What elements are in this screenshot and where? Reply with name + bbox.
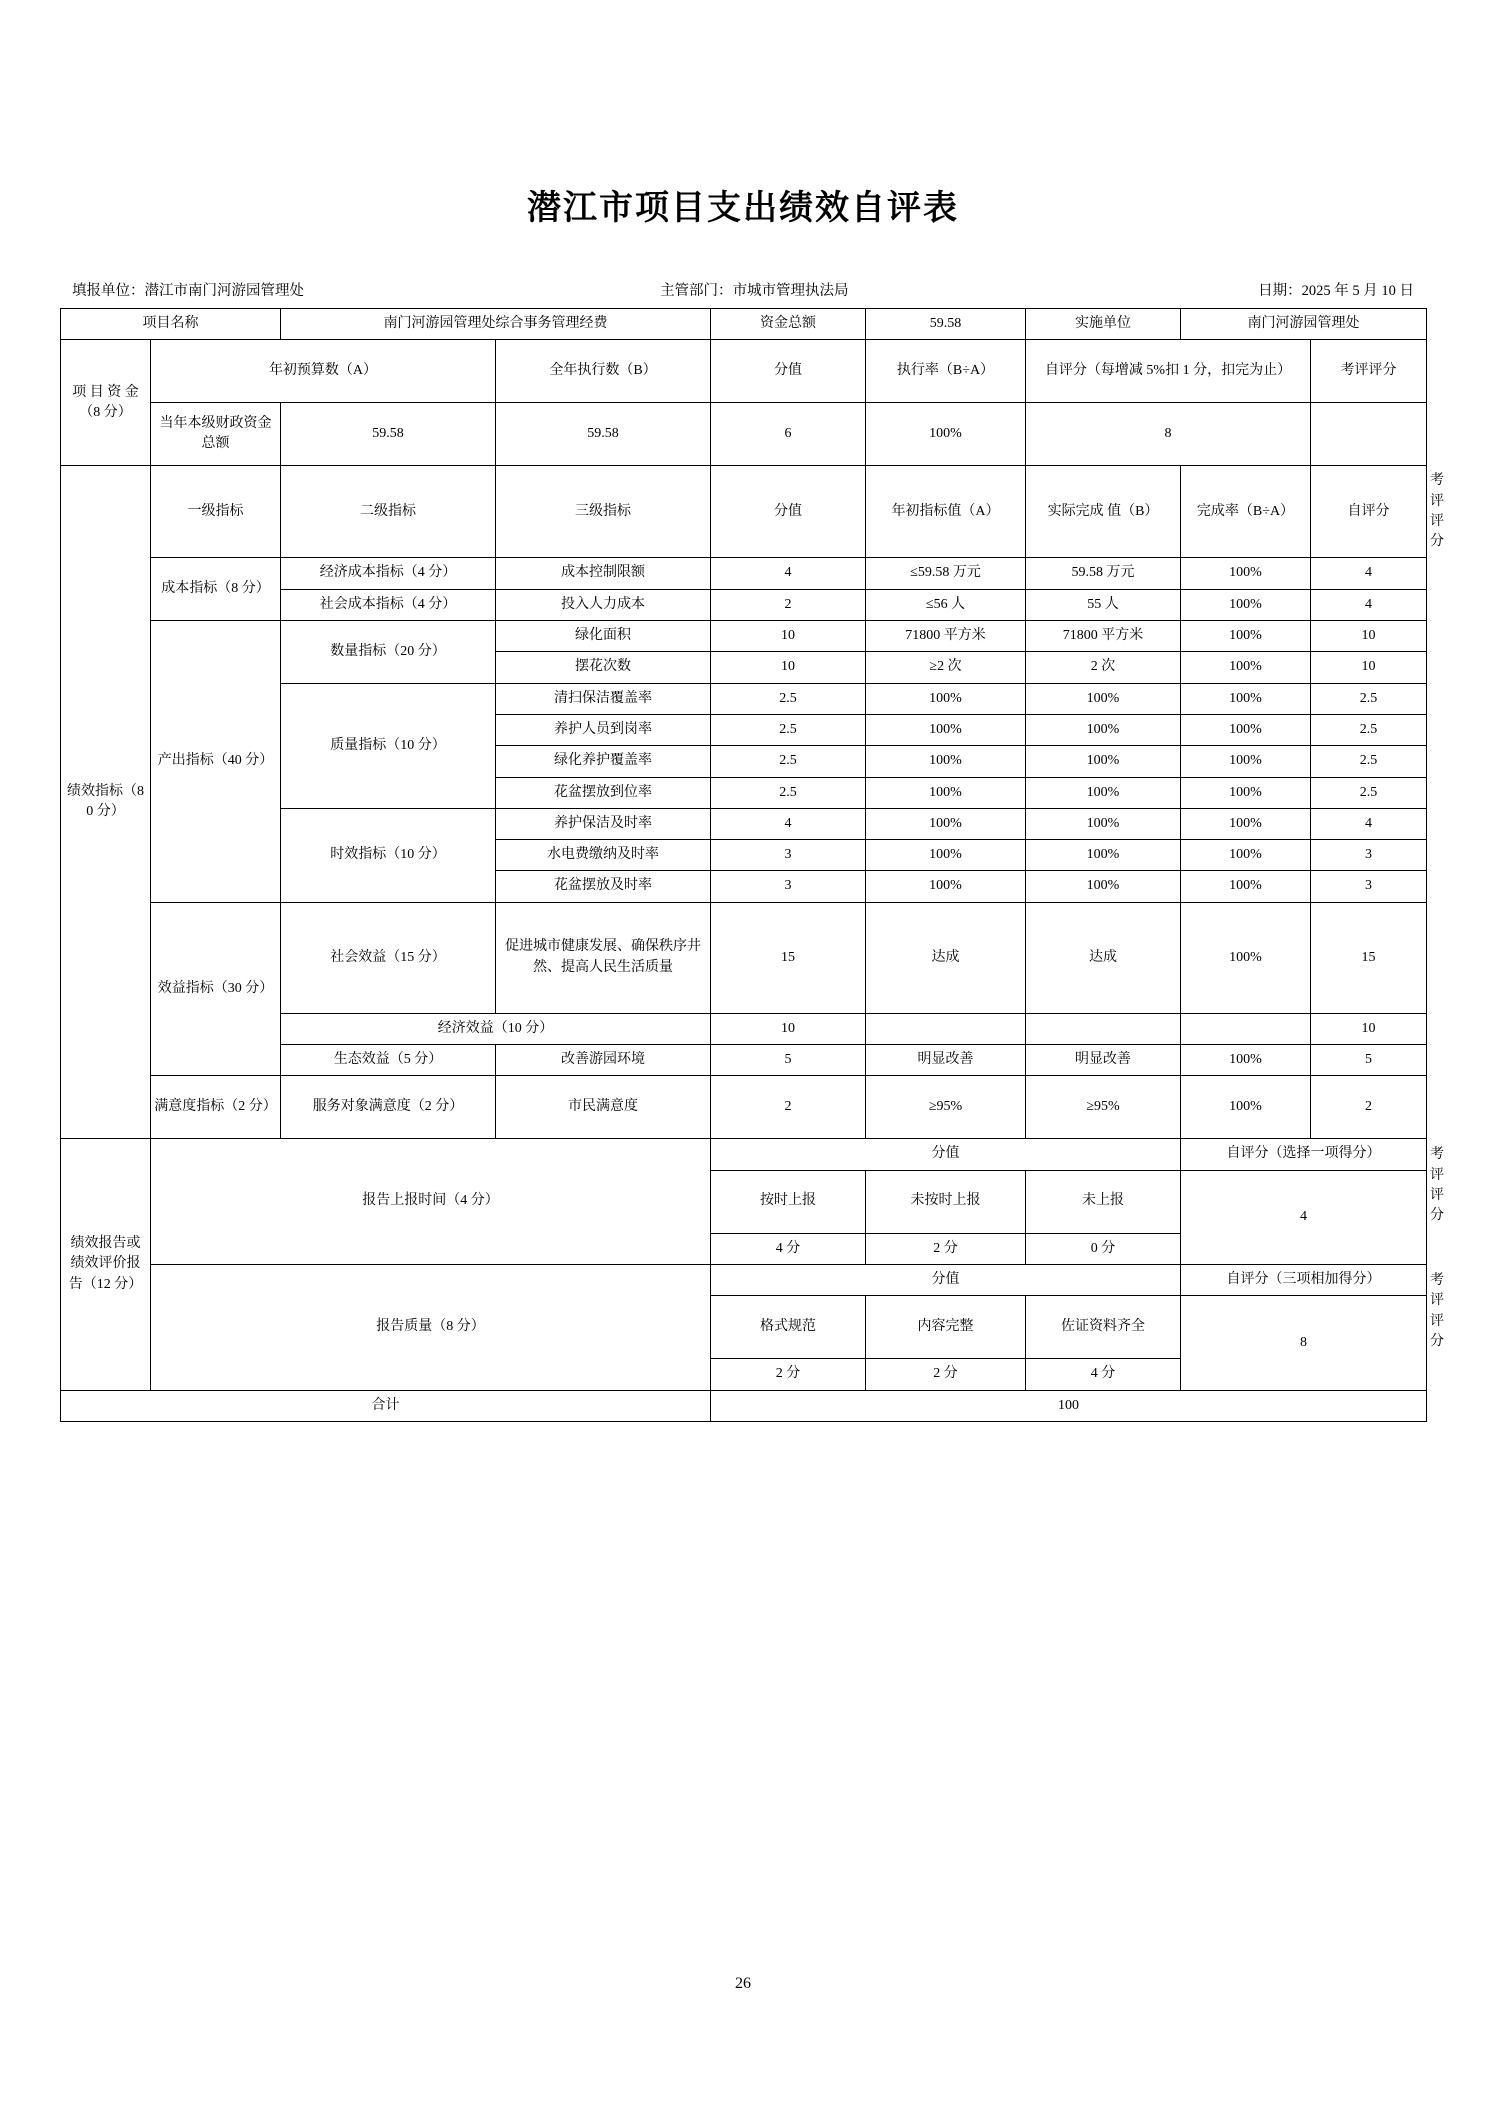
perf-l2: 经济效益（10 分）	[281, 1013, 711, 1044]
perf-col-l1: 一级指标	[151, 466, 281, 558]
fund-section-label: 项 目 资 金（8 分）	[61, 340, 151, 466]
perf-self: 4	[1311, 808, 1427, 839]
fund-review-value	[1311, 403, 1427, 466]
supervising-dept-value: 市城市管理执法局	[732, 283, 849, 299]
perf-l3: 清扫保洁覆盖率	[496, 683, 711, 714]
perf-col-self: 自评分	[1311, 466, 1427, 558]
perf-score: 10	[711, 1013, 866, 1044]
perf-col-rate: 完成率（B÷A）	[1181, 466, 1311, 558]
perf-rate: 100%	[1181, 652, 1311, 683]
perf-l3: 投入人力成本	[496, 589, 711, 620]
perf-self: 4	[1311, 558, 1427, 589]
report-block2-value: 4 分	[1026, 1359, 1181, 1390]
perf-l3: 养护人员到岗率	[496, 714, 711, 745]
perf-col-score: 分值	[711, 466, 866, 558]
report-block1-value: 0 分	[1026, 1233, 1181, 1264]
perf-actual: 100%	[1026, 808, 1181, 839]
fund-total-value: 59.58	[866, 309, 1026, 340]
table-row	[61, 1076, 1427, 1139]
report-unit	[72, 279, 502, 300]
report-block1-option: 未按时上报	[866, 1170, 1026, 1233]
perf-score: 2.5	[711, 746, 866, 777]
perf-l2: 数量指标（20 分）	[281, 621, 496, 684]
perf-rate: 100%	[1181, 777, 1311, 808]
exec-unit-label: 实施单位	[1026, 309, 1181, 340]
perf-l2: 社会效益（15 分）	[281, 902, 496, 1013]
perf-rate: 100%	[1181, 1076, 1311, 1139]
perf-rate: 100%	[1181, 746, 1311, 777]
perf-l2: 生态效益（5 分）	[281, 1045, 496, 1076]
report-date-value: 2025 年 5 月 10 日	[1301, 283, 1414, 299]
fund-col-rate: 执行率（B÷A）	[866, 340, 1026, 403]
perf-col-actual: 实际完成 值（B）	[1026, 466, 1181, 558]
perf-score: 3	[711, 871, 866, 902]
perf-target: ≤59.58 万元	[866, 558, 1026, 589]
perf-target: 71800 平方米	[866, 621, 1026, 652]
perf-l3: 市民满意度	[496, 1076, 711, 1139]
meta-row	[60, 279, 1426, 308]
perf-score: 2	[711, 1076, 866, 1139]
table-row-perf-header: 绩效指标（80 分） 一级指标 二级指标 三级指标 分值 年初指标值（A） 实际完成 值（B） 完成率（B÷A） 自评分 考评评分	[61, 466, 1427, 558]
perf-l3: 花盆摆放及时率	[496, 871, 711, 902]
fund-col-score: 分值	[711, 340, 866, 403]
perf-target: 100%	[866, 683, 1026, 714]
perf-col-l2: 二级指标	[281, 466, 496, 558]
report-block2-value: 2 分	[866, 1359, 1026, 1390]
project-name-label: 项目名称	[61, 309, 281, 340]
perf-score: 10	[711, 621, 866, 652]
report-block2-self-value: 8	[1181, 1296, 1427, 1390]
report-block1-self-value: 4	[1181, 1170, 1427, 1264]
perf-rate: 100%	[1181, 558, 1311, 589]
perf-actual: 2 次	[1026, 652, 1181, 683]
perf-actual	[1026, 1013, 1181, 1044]
perf-target: 达成	[866, 902, 1026, 1013]
perf-actual: 71800 平方米	[1026, 621, 1181, 652]
exec-unit-value: 南门河游园管理处	[1181, 309, 1427, 340]
perf-l1-benefit: 效益指标（30 分）	[151, 902, 281, 1076]
performance-self-assessment-table	[60, 308, 1444, 1422]
perf-self: 15	[1311, 902, 1427, 1013]
perf-score: 5	[711, 1045, 866, 1076]
fund-row-label: 当年本级财政资金总额	[151, 403, 281, 466]
fund-col-budget: 年初预算数（A）	[151, 340, 496, 403]
table-row-fund-header	[61, 340, 1427, 403]
perf-rate: 100%	[1181, 589, 1311, 620]
perf-score: 2.5	[711, 683, 866, 714]
perf-actual: 55 人	[1026, 589, 1181, 620]
perf-actual: 明显改善	[1026, 1045, 1181, 1076]
perf-self: 4	[1311, 589, 1427, 620]
perf-target: 明显改善	[866, 1045, 1026, 1076]
perf-score: 2	[711, 589, 866, 620]
perf-self: 2.5	[1311, 777, 1427, 808]
fund-col-review: 考评评分	[1311, 340, 1427, 403]
page-number: 26	[735, 1975, 751, 1992]
perf-l3: 绿化养护覆盖率	[496, 746, 711, 777]
report-unit-value: 潜江市南门河游园管理处	[144, 283, 304, 299]
perf-target: 100%	[866, 714, 1026, 745]
perf-l2: 服务对象满意度（2 分）	[281, 1076, 496, 1139]
perf-score: 2.5	[711, 777, 866, 808]
perf-self: 10	[1311, 652, 1427, 683]
perf-target: 100%	[866, 871, 1026, 902]
perf-l3: 水电费缴纳及时率	[496, 840, 711, 871]
perf-l2: 质量指标（10 分）	[281, 683, 496, 808]
perf-score: 4	[711, 808, 866, 839]
report-block2-score-header: 分值	[711, 1264, 1181, 1295]
fund-budget-value: 59.58	[281, 403, 496, 466]
perf-target: 100%	[866, 840, 1026, 871]
perf-score: 2.5	[711, 714, 866, 745]
fund-col-exec: 全年执行数（B）	[496, 340, 711, 403]
report-block1-name: 报告上报时间（4 分）	[151, 1139, 711, 1265]
report-block2-option: 内容完整	[866, 1296, 1026, 1359]
perf-l3: 成本控制限额	[496, 558, 711, 589]
perf-score: 15	[711, 902, 866, 1013]
perf-self: 10	[1311, 621, 1427, 652]
perf-l3: 促进城市健康发展、确保秩序井然、提高人民生活质量	[496, 902, 711, 1013]
perf-target: 100%	[866, 808, 1026, 839]
report-block1-value: 2 分	[866, 1233, 1026, 1264]
report-block1-score-header: 分值	[711, 1139, 1181, 1170]
perf-rate: 100%	[1181, 808, 1311, 839]
report-section-label: 绩效报告或绩效评价报告（12 分）	[61, 1139, 151, 1390]
perf-actual: 59.58 万元	[1026, 558, 1181, 589]
perf-l2: 经济成本指标（4 分）	[281, 558, 496, 589]
report-block1-option: 未上报	[1026, 1170, 1181, 1233]
fund-col-self: 自评分（每增减 5%扣 1 分，扣完为止）	[1026, 340, 1311, 403]
perf-self: 3	[1311, 840, 1427, 871]
perf-target: ≥95%	[866, 1076, 1026, 1139]
perf-actual: 100%	[1026, 777, 1181, 808]
perf-rate: 100%	[1181, 683, 1311, 714]
perf-actual: 100%	[1026, 871, 1181, 902]
project-name-value: 南门河游园管理处综合事务管理经费	[281, 309, 711, 340]
table-row	[61, 902, 1427, 1013]
perf-col-l3: 三级指标	[496, 466, 711, 558]
fund-total-label: 资金总额	[711, 309, 866, 340]
perf-self: 5	[1311, 1045, 1427, 1076]
perf-l3: 养护保洁及时率	[496, 808, 711, 839]
perf-self: 2.5	[1311, 714, 1427, 745]
perf-l2: 社会成本指标（4 分）	[281, 589, 496, 620]
report-unit-label: 填报单位：	[72, 283, 145, 299]
perf-actual: 100%	[1026, 714, 1181, 745]
perf-rate: 100%	[1181, 714, 1311, 745]
perf-actual: 100%	[1026, 746, 1181, 777]
perf-rate: 100%	[1181, 1045, 1311, 1076]
report-date	[1258, 279, 1414, 300]
report-block2-value: 2 分	[711, 1359, 866, 1390]
perf-self: 2.5	[1311, 683, 1427, 714]
fund-score-value: 6	[711, 403, 866, 466]
perf-target: 100%	[866, 746, 1026, 777]
perf-self: 2.5	[1311, 746, 1427, 777]
report-block1-self-header: 自评分（选择一项得分）	[1181, 1139, 1427, 1170]
supervising-dept-label: 主管部门：	[660, 283, 733, 299]
supervising-dept	[660, 279, 1100, 300]
perf-l3: 摆花次数	[496, 652, 711, 683]
report-block1-value: 4 分	[711, 1233, 866, 1264]
perf-target: ≥2 次	[866, 652, 1026, 683]
page-title: 潜江市项目支出绩效自评表	[527, 188, 959, 228]
perf-self: 2	[1311, 1076, 1427, 1139]
perf-score: 10	[711, 652, 866, 683]
total-value: 100	[711, 1390, 1427, 1421]
perf-rate	[1181, 1013, 1311, 1044]
perf-score: 4	[711, 558, 866, 589]
perf-self: 3	[1311, 871, 1427, 902]
report-block2-name: 报告质量（8 分）	[151, 1264, 711, 1390]
report-block2-option: 佐证资料齐全	[1026, 1296, 1181, 1359]
total-label: 合计	[61, 1390, 711, 1421]
perf-rate: 100%	[1181, 621, 1311, 652]
report-block2-option: 格式规范	[711, 1296, 866, 1359]
table-row-report-header-1: 绩效报告或绩效评价报告（12 分） 报告上报时间（4 分） 分值 自评分（选择一项得分） 考评评分	[61, 1139, 1427, 1170]
perf-actual: 100%	[1026, 683, 1181, 714]
perf-l3: 改善游园环境	[496, 1045, 711, 1076]
table-row-fund-values	[61, 403, 1427, 466]
perf-actual: 达成	[1026, 902, 1181, 1013]
fund-exec-value: 59.58	[496, 403, 711, 466]
fund-rate-value: 100%	[866, 403, 1026, 466]
report-date-label: 日期：	[1258, 283, 1302, 299]
perf-rate: 100%	[1181, 902, 1311, 1013]
perf-score: 3	[711, 840, 866, 871]
perf-l3: 绿化面积	[496, 621, 711, 652]
perf-rate: 100%	[1181, 871, 1311, 902]
perf-l1-satisfaction: 满意度指标（2 分）	[151, 1076, 281, 1139]
perf-rate: 100%	[1181, 840, 1311, 871]
perf-target	[866, 1013, 1026, 1044]
table-row	[61, 621, 1427, 652]
table-row	[61, 558, 1427, 589]
perf-l2: 时效指标（10 分）	[281, 808, 496, 902]
perf-target: ≤56 人	[866, 589, 1026, 620]
perf-l1-output: 产出指标（40 分）	[151, 621, 281, 903]
perf-actual: 100%	[1026, 840, 1181, 871]
perf-l3: 花盆摆放到位率	[496, 777, 711, 808]
perf-actual: ≥95%	[1026, 1076, 1181, 1139]
report-block2-self-header: 自评分（三项相加得分）	[1181, 1264, 1427, 1295]
table-row-project-name	[61, 309, 1427, 340]
perf-section-label: 绩效指标（80 分）	[61, 466, 151, 1139]
fund-self-value: 8	[1026, 403, 1311, 466]
table-row-total	[61, 1390, 1427, 1421]
report-block1-option: 按时上报	[711, 1170, 866, 1233]
perf-target: 100%	[866, 777, 1026, 808]
perf-col-target: 年初指标值（A）	[866, 466, 1026, 558]
table-row-report-header-2: 报告质量（8 分） 分值 自评分（三项相加得分） 考评评分	[61, 1264, 1427, 1295]
perf-l1-cost: 成本指标（8 分）	[151, 558, 281, 621]
perf-self: 10	[1311, 1013, 1427, 1044]
